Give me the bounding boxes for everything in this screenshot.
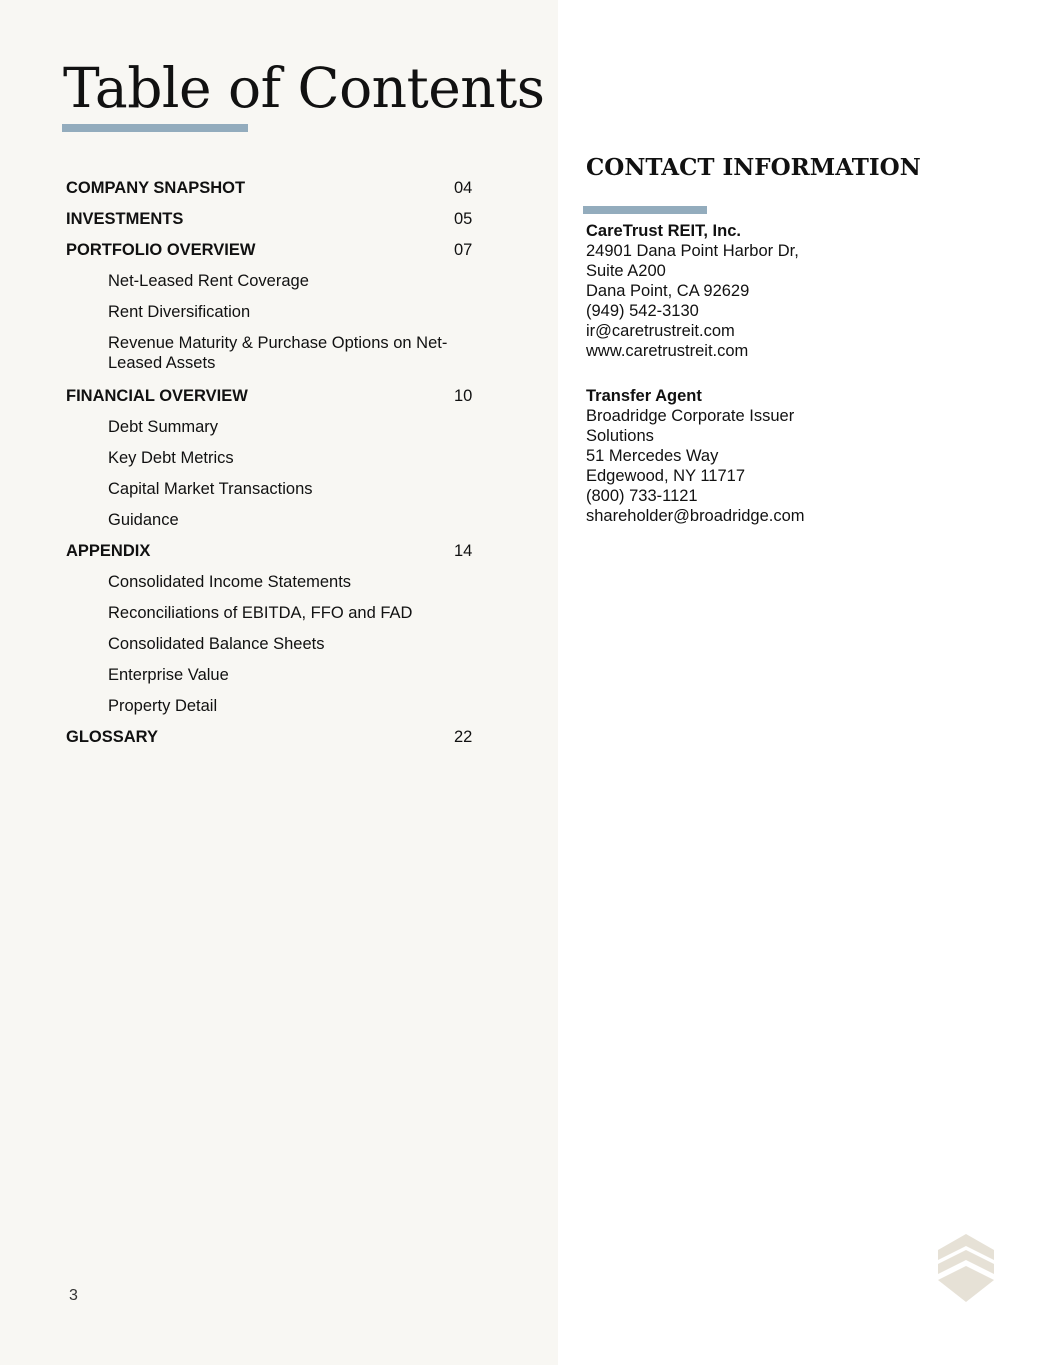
toc-subentry-label: Revenue Maturity & Purchase Options on Net-Leased Assets	[108, 334, 448, 372]
toc-subentry-label: Guidance	[108, 511, 179, 529]
transfer-agent-heading: Transfer Agent	[586, 387, 702, 405]
toc-subentry-label: Key Debt Metrics	[108, 449, 234, 467]
transfer-agent-email-link[interactable]: shareholder@broadridge.com	[586, 507, 805, 525]
toc-subentry[interactable]	[66, 479, 496, 510]
toc-page-number: 07	[454, 241, 473, 259]
company-city: Dana Point, CA 92629	[586, 282, 750, 300]
toc-label: PORTFOLIO OVERVIEW	[66, 241, 256, 259]
toc-subentry[interactable]	[66, 448, 496, 479]
company-name: CareTrust REIT, Inc.	[586, 222, 741, 240]
toc-subentry-label: Enterprise Value	[108, 666, 229, 684]
toc-subentry-label: Consolidated Income Statements	[108, 573, 352, 591]
toc-subentry[interactable]	[66, 634, 496, 665]
transfer-agent-contact	[586, 386, 886, 526]
transfer-agent-phone: (800) 733-1121	[586, 487, 698, 505]
toc-page-number: 04	[454, 179, 473, 197]
toc-entry-portfolio-overview[interactable]	[66, 240, 496, 271]
company-address-line1: 24901 Dana Point Harbor Dr,	[586, 242, 799, 260]
toc-subentry-label: Consolidated Balance Sheets	[108, 635, 325, 653]
toc-subentry[interactable]	[66, 665, 496, 696]
transfer-agent-name-line2: Solutions	[586, 427, 654, 445]
toc-subentry[interactable]	[66, 417, 496, 448]
toc-subentry[interactable]	[66, 603, 496, 634]
toc-label: FINANCIAL OVERVIEW	[66, 387, 248, 405]
toc-subentry-label: Capital Market Transactions	[108, 480, 313, 498]
transfer-agent-name-line1: Broadridge Corporate Issuer	[586, 407, 795, 425]
toc-subentry-label: Debt Summary	[108, 418, 219, 436]
company-address-line2: Suite A200	[586, 262, 666, 280]
toc-entry-company-snapshot[interactable]	[66, 178, 496, 209]
chevron-stack-logo-icon	[936, 1230, 996, 1304]
toc-entry-investments[interactable]	[66, 209, 496, 240]
table-of-contents	[66, 178, 496, 758]
transfer-agent-address: 51 Mercedes Way	[586, 447, 719, 465]
toc-entry-glossary[interactable]	[66, 727, 496, 758]
transfer-agent-city: Edgewood, NY 11717	[586, 467, 746, 485]
title-rule	[62, 124, 248, 132]
toc-label: COMPANY SNAPSHOT	[66, 179, 246, 197]
toc-subentry[interactable]	[66, 696, 496, 727]
toc-subentry[interactable]	[66, 510, 496, 541]
contact-rule	[583, 206, 707, 214]
page-number: 3	[69, 1287, 78, 1304]
toc-page-number: 22	[454, 728, 473, 746]
toc-entry-appendix[interactable]	[66, 541, 496, 572]
toc-subentry-label: Net-Leased Rent Coverage	[108, 272, 309, 290]
toc-subentry-label: Rent Diversification	[108, 303, 251, 321]
toc-subentry[interactable]	[66, 572, 496, 603]
toc-subentry[interactable]	[66, 271, 496, 302]
company-website-link[interactable]: www.caretrustreit.com	[586, 342, 749, 360]
toc-subentry-label: Property Detail	[108, 697, 218, 715]
toc-subentry[interactable]	[66, 333, 448, 386]
toc-page-number: 14	[454, 542, 473, 560]
contact-title: CONTACT INFORMATION	[586, 154, 921, 181]
company-email-link[interactable]: ir@caretrustreit.com	[586, 322, 735, 340]
toc-subentry[interactable]	[66, 302, 496, 333]
page-title: Table of Contents	[63, 56, 545, 120]
company-phone: (949) 542-3130	[586, 302, 699, 320]
toc-label: APPENDIX	[66, 542, 151, 560]
company-contact	[586, 221, 886, 361]
toc-page-number: 10	[454, 387, 473, 405]
toc-subentry-label: Reconciliations of EBITDA, FFO and FAD	[108, 604, 413, 622]
toc-entry-financial-overview[interactable]	[66, 386, 496, 417]
toc-label: GLOSSARY	[66, 728, 158, 746]
toc-page-number: 05	[454, 210, 473, 228]
toc-label: INVESTMENTS	[66, 210, 184, 228]
